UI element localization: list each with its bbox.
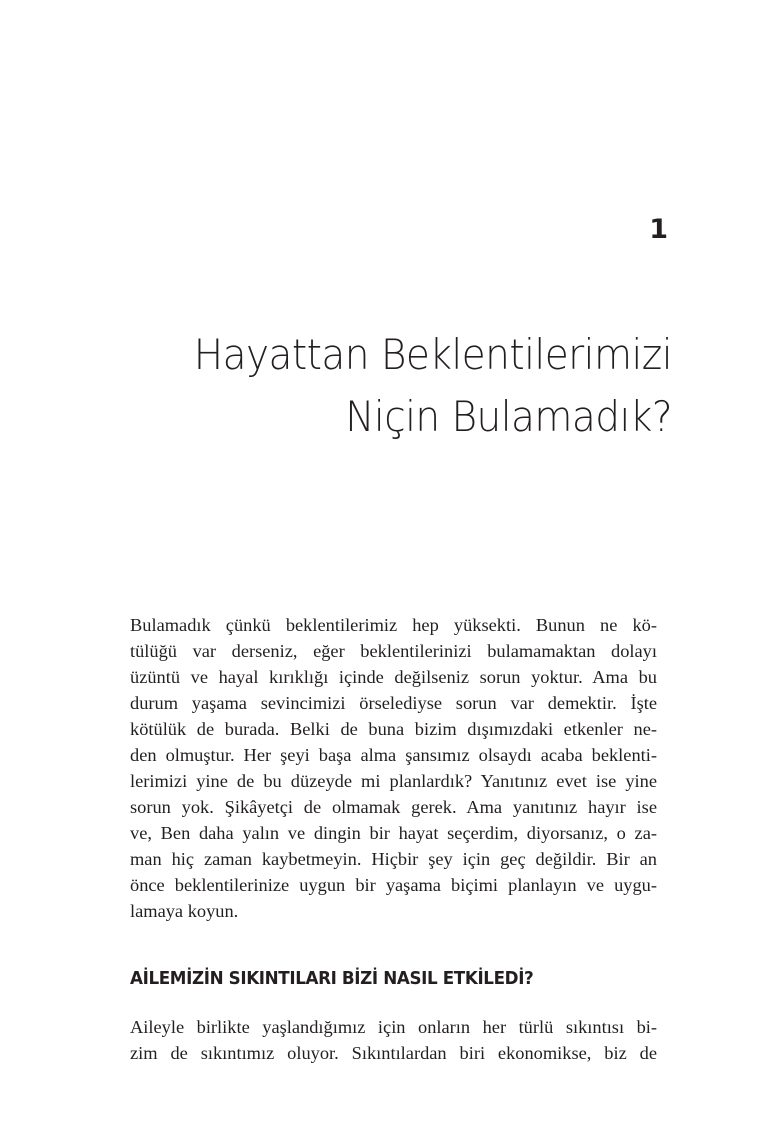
section-heading: AİLEMİZİN SIKINTILARI BİZİ NASIL ETKİLEDİ? [130,968,534,989]
paragraph-line: üzüntü ve hayal kırıklığı içinde değilseniz sorun yoktur. Ama bu [130,667,657,687]
paragraph-line: zim de sıkıntımız oluyor. Sıkıntılardan biri ekonomikse, biz de [130,1043,657,1063]
paragraph-line: man hiç zaman kaybetmeyin. Hiçbir şey için geç değildir. Bir an [130,849,657,869]
paragraph-line: durum yaşama sevincimizi örselediyse sorun var demektir. İşte [130,693,657,713]
chapter-title-line: Hayattan Beklentilerimizi [193,330,673,379]
paragraph-line: lerimizi yine de bu düzeyde mi planlardık? Yanıtınız evet ise yine [130,771,657,791]
paragraph-line: den olmuştur. Her şeyi başa alma şansımız olsaydı acaba beklenti- [130,745,657,765]
paragraph-line: önce beklentilerinize uygun bir yaşama biçimi planlayın ve uygu- [130,875,657,895]
paragraph-line: sorun yok. Şikâyetçi de olmamak gerek. Ama yanıtınız hayır ise [130,797,657,817]
chapter-number: 1 [649,214,668,245]
chapter-title [151,324,672,448]
paragraph-line: Bulamadık çünkü beklentilerimiz hep yüksekti. Bunun ne kö- [130,615,657,635]
body-paragraph [130,1014,657,1066]
paragraph-line: tülüğü var derseniz, eğer beklentilerinizi bulamamaktan dolayı [130,641,657,661]
chapter-title-line: Niçin Bulamadık? [345,392,672,441]
paragraph-line: kötülük de burada. Belki de buna bizim dışımızdaki etkenler ne- [130,719,657,739]
paragraph-line: ve, Ben daha yalın ve dingin bir hayat seçerdim, diyorsanız, o za- [130,823,657,843]
paragraph-line: Aileyle birlikte yaşlandığımız için onların her türlü sıkıntısı bi- [130,1017,657,1037]
paragraph-line: lamaya koyun. [130,901,239,921]
body-paragraph [130,612,657,924]
